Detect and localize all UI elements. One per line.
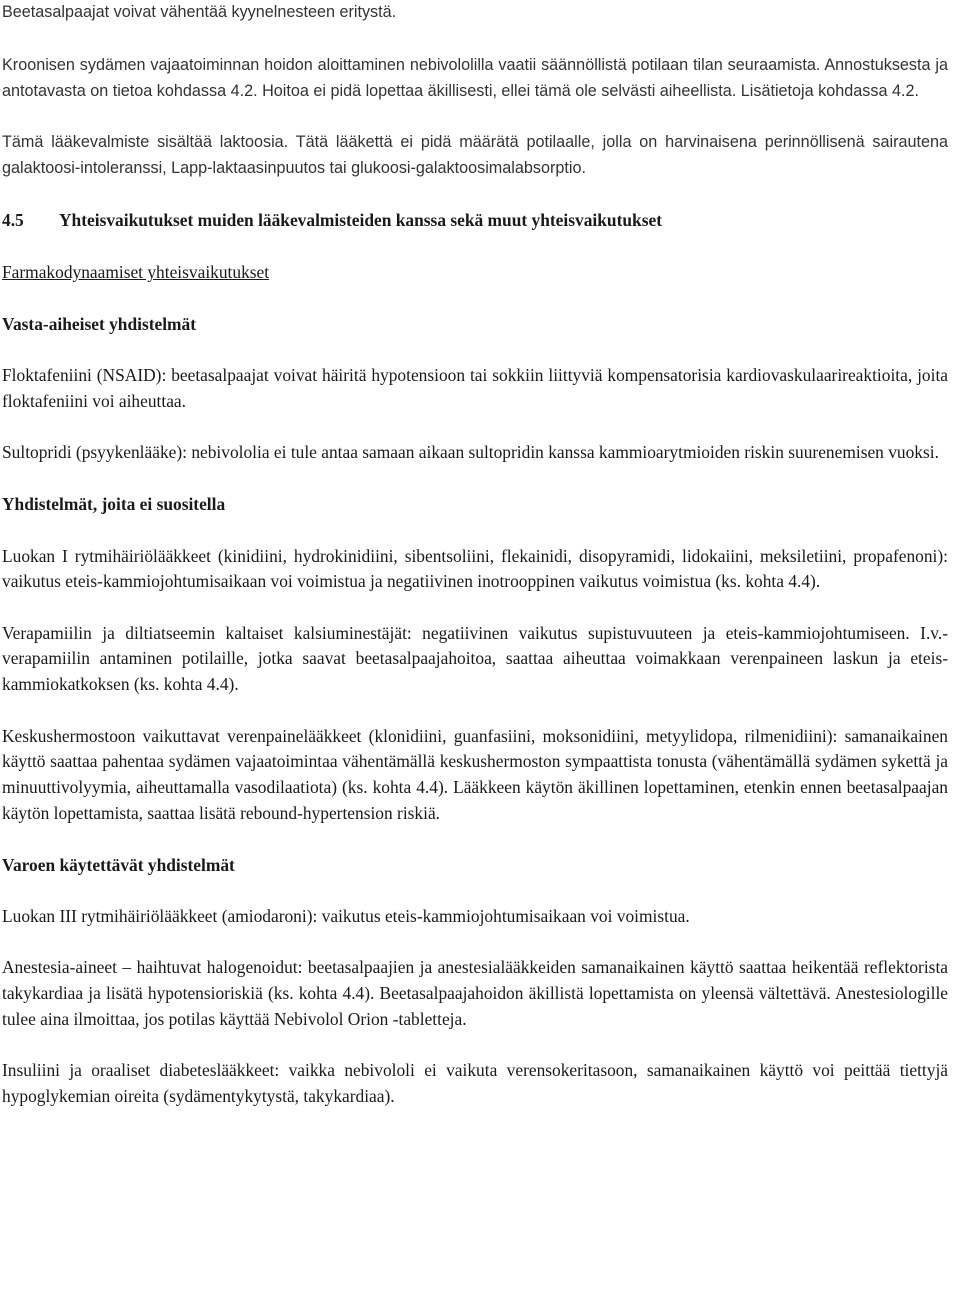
subheading-contraindicated: Vasta-aiheiset yhdistelmät bbox=[2, 314, 197, 335]
paragraph-class-iii-antiarrhythmics: Luokan III rytmihäiriölääkkeet (amiodaroni): vaikutus eteis-kammiojohtumisaikaan voi voimistua. bbox=[2, 906, 690, 927]
paragraph-class-i-antiarrhythmics: Luokan I rytmihäiriölääkkeet (kinidiini, hydrokinidiini, sibentsoliini, flekainidi, disopyramidi, lidokaiini, meksiletiini, propafenoni): vaikutus eteis-kammiojohtumisaikaan voi voimistua ja negatiivinen inotrooppinen vaikutus voimistua (ks. kohta 4.4). bbox=[2, 545, 948, 592]
subheading-pharmacodynamic: Farmakodynaamiset yhteisvaikutukset bbox=[2, 262, 270, 283]
section-number: 4.5 bbox=[2, 210, 24, 231]
paragraph-central-antihypertensives: Keskushermostoon vaikuttavat verenpainelääkkeet (klonidiini, guanfasiini, moksonidiini, metyylidopa, rilmenidiini): samanaikainen käyttö saattaa pahentaa sydämen vajaatoimintaa vähentämällä keskushermoston sympaattista tonusta (vähentämällä sydämen sykettä ja minuuttivolyymia, aiheuttamalla vasodilaatiota) (ks. kohta 4.4). Lääkkeen käytön äkillinen lopettaminen, etenkin ennen beetasalpaajan käytön lopettamista, saattaa lisätä rebound-hypertension riskiä. bbox=[2, 725, 948, 823]
paragraph-floctafenine: Floktafeniini (NSAID): beetasalpaajat voivat häiritä hypotensioon tai sokkiin liittyviä kompensatorisia kardiovaskulaarireaktioita, joita floktafeniini voi aiheuttaa. bbox=[2, 365, 948, 412]
subheading-not-recommended: Yhdistelmät, joita ei suositella bbox=[2, 494, 226, 515]
paragraph-anaesthetics: Anestesia-aineet – haihtuvat halogenoidut: beetasalpaajien ja anestesialääkkeiden samanaikainen käyttö saattaa heikentää reflektorista takykardiaa ja lisätä hypotensioriskiä (ks. kohta 4.4). Beetasalpaajahoidon äkillistä lopettamista on yleensä vältettävä. Anestesiologille tulee aina ilmoittaa, jos potilas käyttää Nebivolol Orion -tabletteja. bbox=[2, 957, 948, 1029]
section-heading bbox=[2, 208, 948, 234]
paragraph-tear-secretion: Beetasalpaajat voivat vähentää kyynelnesteen eritystä. bbox=[2, 3, 397, 21]
lactose-statement: Tämä lääkevalmiste sisältää laktoosia. bbox=[2, 132, 289, 151]
lactose-warning: Tätä lääkettä ei pidä määrätä potilaalle, jolla on harvinaisena perinnöllisenä sairautena galaktoosi-intoleranssi, Lapp-laktaasinpuutos tai glukoosi-galaktoosimalabsorptio. bbox=[2, 132, 948, 177]
paragraph-sultopride: Sultopridi (psyykenlääke): nebivololia ei tule antaa samaan aikaan sultopridin kanssa kammioarytmioiden riskin suurenemisen vuoksi. bbox=[2, 442, 939, 463]
paragraph-heart-failure: Kroonisen sydämen vajaatoiminnan hoidon aloittaminen nebivololilla vaatii säännöllistä potilaan tilan seuraamista. Annostuksesta ja antotavasta on tietoa kohdassa 4.2. Hoitoa ei pidä lopettaa äkillisesti, ellei tämä ole selvästi aiheellista. Lisätietoja kohdassa 4.2. bbox=[2, 55, 948, 100]
section-title: Yhteisvaikutukset muiden lääkevalmisteiden kanssa sekä muut yhteisvaikutukset bbox=[59, 210, 662, 231]
paragraph-insulin: Insuliini ja oraaliset diabeteslääkkeet: vaikka nebivololi ei vaikuta verensokeritasoon, samanaikainen käyttö voi peittää tiettyjä hypoglykemian oireita (sydämentykytystä, takykardiaa). bbox=[2, 1060, 948, 1107]
paragraph-lactose bbox=[2, 130, 948, 182]
subheading-caution: Varoen käytettävät yhdistelmät bbox=[2, 854, 235, 875]
paragraph-verapamil: Verapamiilin ja diltiatseemin kaltaiset kalsiuminestäjät: negatiivinen vaikutus supistuvuuteen ja eteis-kammiojohtumiseen. I.v.-verapamiilin antaminen potilaille, jotka saavat beetasalpaajahoitoa, saattaa aiheuttaa voimakkaan verenpaineen laskun ja eteis-kammiokatkoksen (ks. kohta 4.4). bbox=[2, 622, 948, 695]
